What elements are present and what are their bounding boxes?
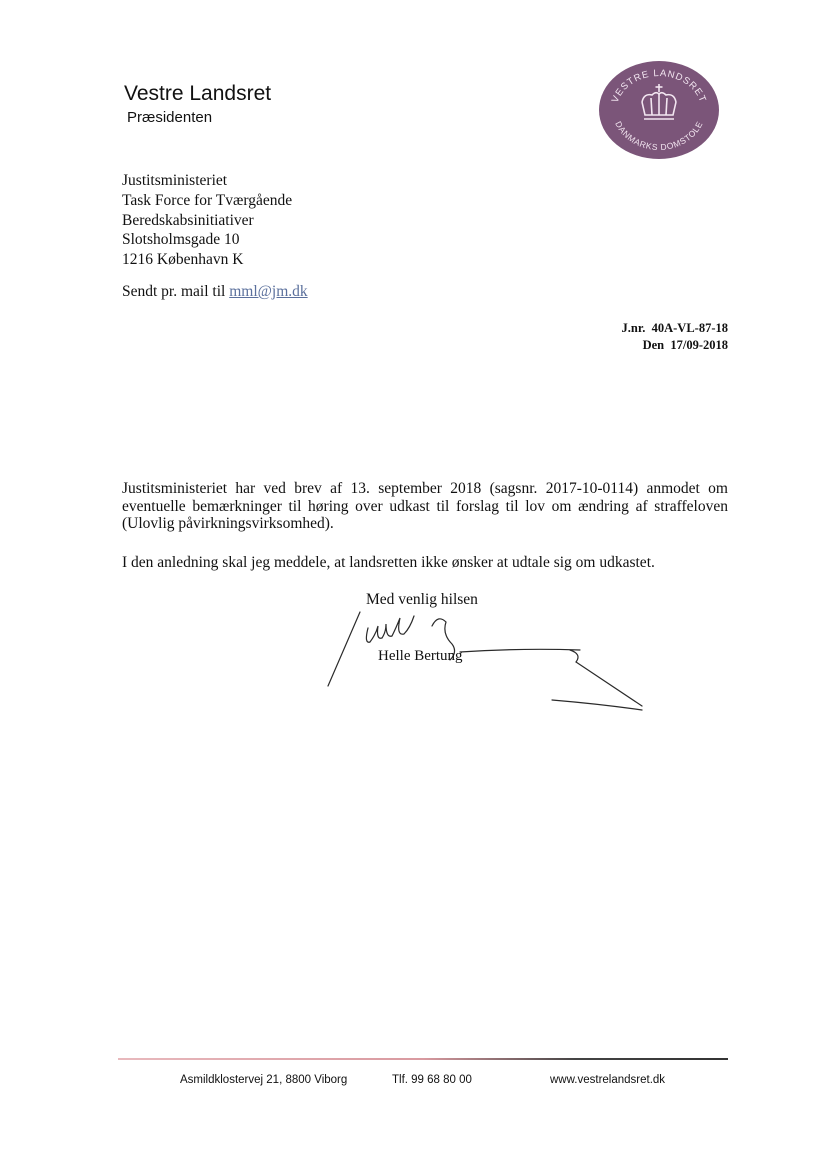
sent-prefix: Sendt pr. mail til bbox=[122, 283, 226, 300]
jnr-value: 40A-VL-87-18 bbox=[651, 321, 728, 335]
address-line: Justitsministeriet bbox=[122, 172, 228, 189]
reference-block bbox=[622, 320, 729, 354]
svg-text:DANMARKS DOMSTOLE: DANMARKS DOMSTOLE bbox=[613, 119, 705, 153]
closing-greeting: Med venlig hilsen bbox=[366, 591, 478, 608]
footer-phone: Tlf. 99 68 80 00 bbox=[392, 1074, 472, 1086]
date-label: Den bbox=[642, 338, 665, 352]
court-name: Vestre Landsret bbox=[124, 82, 272, 105]
recipient-address bbox=[122, 171, 292, 270]
court-seal bbox=[598, 60, 720, 160]
journal-number bbox=[622, 320, 729, 337]
body-paragraph-1: Justitsministeriet har ved brev af 13. september 2018 (sagsnr. 2017-10-0114) anmodet om eventuelle bemærkninger til høring over udkast til forslag til lov om ændring af straffeloven (Ulovlig påvirkningsvirksomhed). bbox=[122, 480, 728, 532]
crown-icon bbox=[598, 60, 720, 160]
footer-address: Asmildklostervej 21, 8800 Viborg bbox=[180, 1074, 348, 1086]
address-line: Task Force for Tværgående bbox=[122, 191, 293, 209]
letter-date bbox=[622, 337, 729, 354]
office-title: Præsidenten bbox=[127, 109, 213, 126]
address-line: Beredskabsinitiativer bbox=[122, 211, 254, 229]
jnr-label: J.nr. bbox=[621, 321, 646, 335]
signer-name: Helle Bertung bbox=[378, 648, 463, 664]
sent-by-mail bbox=[122, 283, 308, 301]
address-line: Slotsholmsgade 10 bbox=[122, 231, 240, 249]
handwritten-signature bbox=[320, 604, 660, 724]
address-line: 1216 København K bbox=[122, 251, 244, 269]
date-value: 17/09-2018 bbox=[670, 338, 728, 352]
svg-text:VESTRE LANDSRET: VESTRE LANDSRET bbox=[609, 67, 709, 105]
footer-website[interactable]: www.vestrelandsret.dk bbox=[550, 1074, 666, 1086]
footer-divider bbox=[118, 1058, 728, 1060]
email-link[interactable]: mml@jm.dk bbox=[229, 283, 308, 300]
body-paragraph-2: I den anledning skal jeg meddele, at landsretten ikke ønsker at udtale sig om udkastet. bbox=[122, 554, 655, 571]
